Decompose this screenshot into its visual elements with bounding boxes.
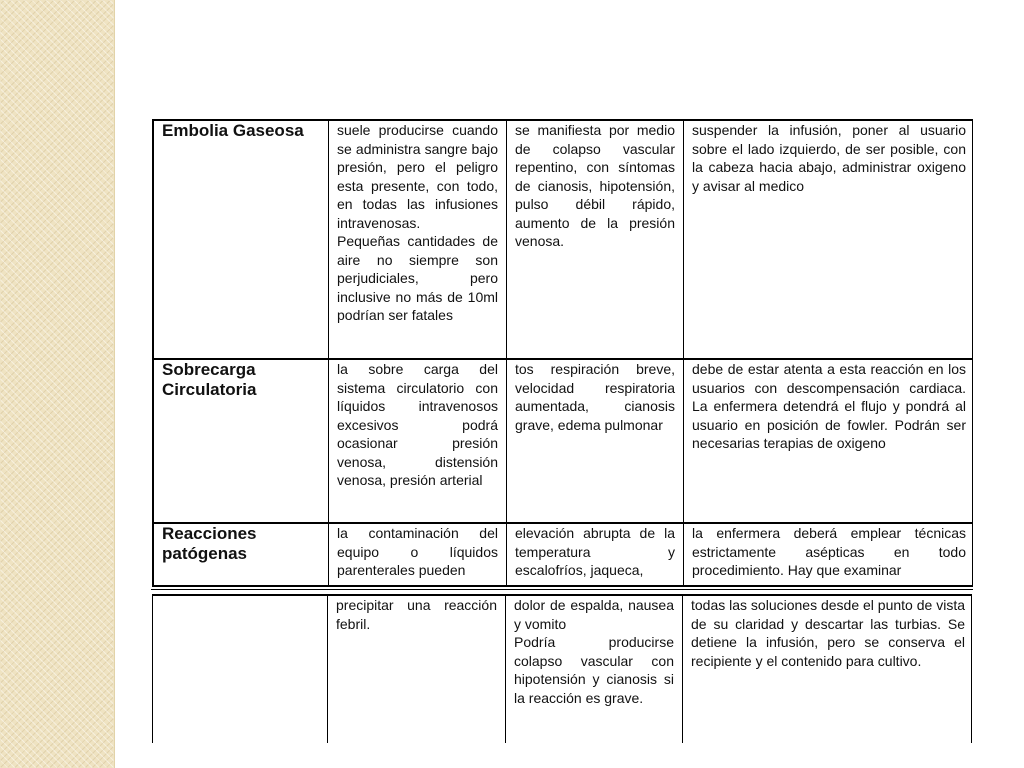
table-cell: todas las soluciones desde el punto de vista de su claridad y descartar las turbias. Se detiene la infusión, pero se conserva el recipiente y el contenido para cultivo. [683,595,972,743]
row-title: Embolia Gaseosa [153,120,329,359]
table-row [153,595,972,743]
table-cell [684,523,973,586]
cell-text: la contaminación del equipo o líquidos parenterales pueden [337,525,498,578]
cell-paragraph: Pequeñas cantidades de aire no siempre son perjudiciales, pero inclusive no más de 10ml podrían ser fatales [337,233,498,323]
table-row [153,523,973,586]
cell-text: la enfermera deberá emplear técnicas estrictamente asépticas en todo procedimiento. Hay que examinar [692,525,966,578]
cell-text: elevación abrupta de la temperatura y escalofríos, jaqueca, [515,525,675,578]
cell-paragraph: suele producirse cuando se administra sangre bajo presión, pero el peligro esta presente, con todo, en todas las infusiones intravenosas. [337,122,498,231]
table-cell [329,523,507,586]
table-row [153,120,973,359]
table-cell [506,595,683,743]
table-cell: la sobre carga del sistema circulatorio con líquidos intravenosos excesivos podrá ocasionar presión venosa, distensión venosa, presión arterial [329,359,507,523]
table-cell [153,595,328,743]
decorative-sidebar [0,0,115,768]
row-title: Sobrecarga Circulatoria [153,359,329,523]
table-cell [329,120,507,359]
table-cell: suspender la infusión, poner al usuario sobre el lado izquierdo, de ser posible, con la cabeza hacia abajo, administrar oxigeno y avisar al medico [684,120,973,359]
table-row [153,359,973,523]
page-break-line [151,589,973,590]
table-cell: se manifiesta por medio de colapso vascular repentino, con síntomas de cianosis, hipotensión, pulso débil rápido, aumento de la presión venosa. [507,120,684,359]
cell-paragraph: Podría producirse colapso vascular con hipotensión y cianosis si la reacción es grave. [514,634,674,706]
row-title [153,523,329,586]
row-title-text: Reacciones patógenas [162,524,257,563]
cell-paragraph: dolor de espalda, nausea y vomito [514,597,674,632]
table-cell [507,523,684,586]
table-cell: precipitar una reacción febril. [328,595,506,743]
continuation-table [152,594,972,743]
table-cell: tos respiración breve, velocidad respiratoria aumentada, cianosis grave, edema pulmonar [507,359,684,523]
table-cell: debe de estar atenta a esta reacción en los usuarios con descompensación cardiaca. La enfermera detendrá el flujo y pondrá al usuario en posición de fowler. Podrán ser necesarias terapias de oxigeno [684,359,973,523]
complications-table [152,119,973,587]
